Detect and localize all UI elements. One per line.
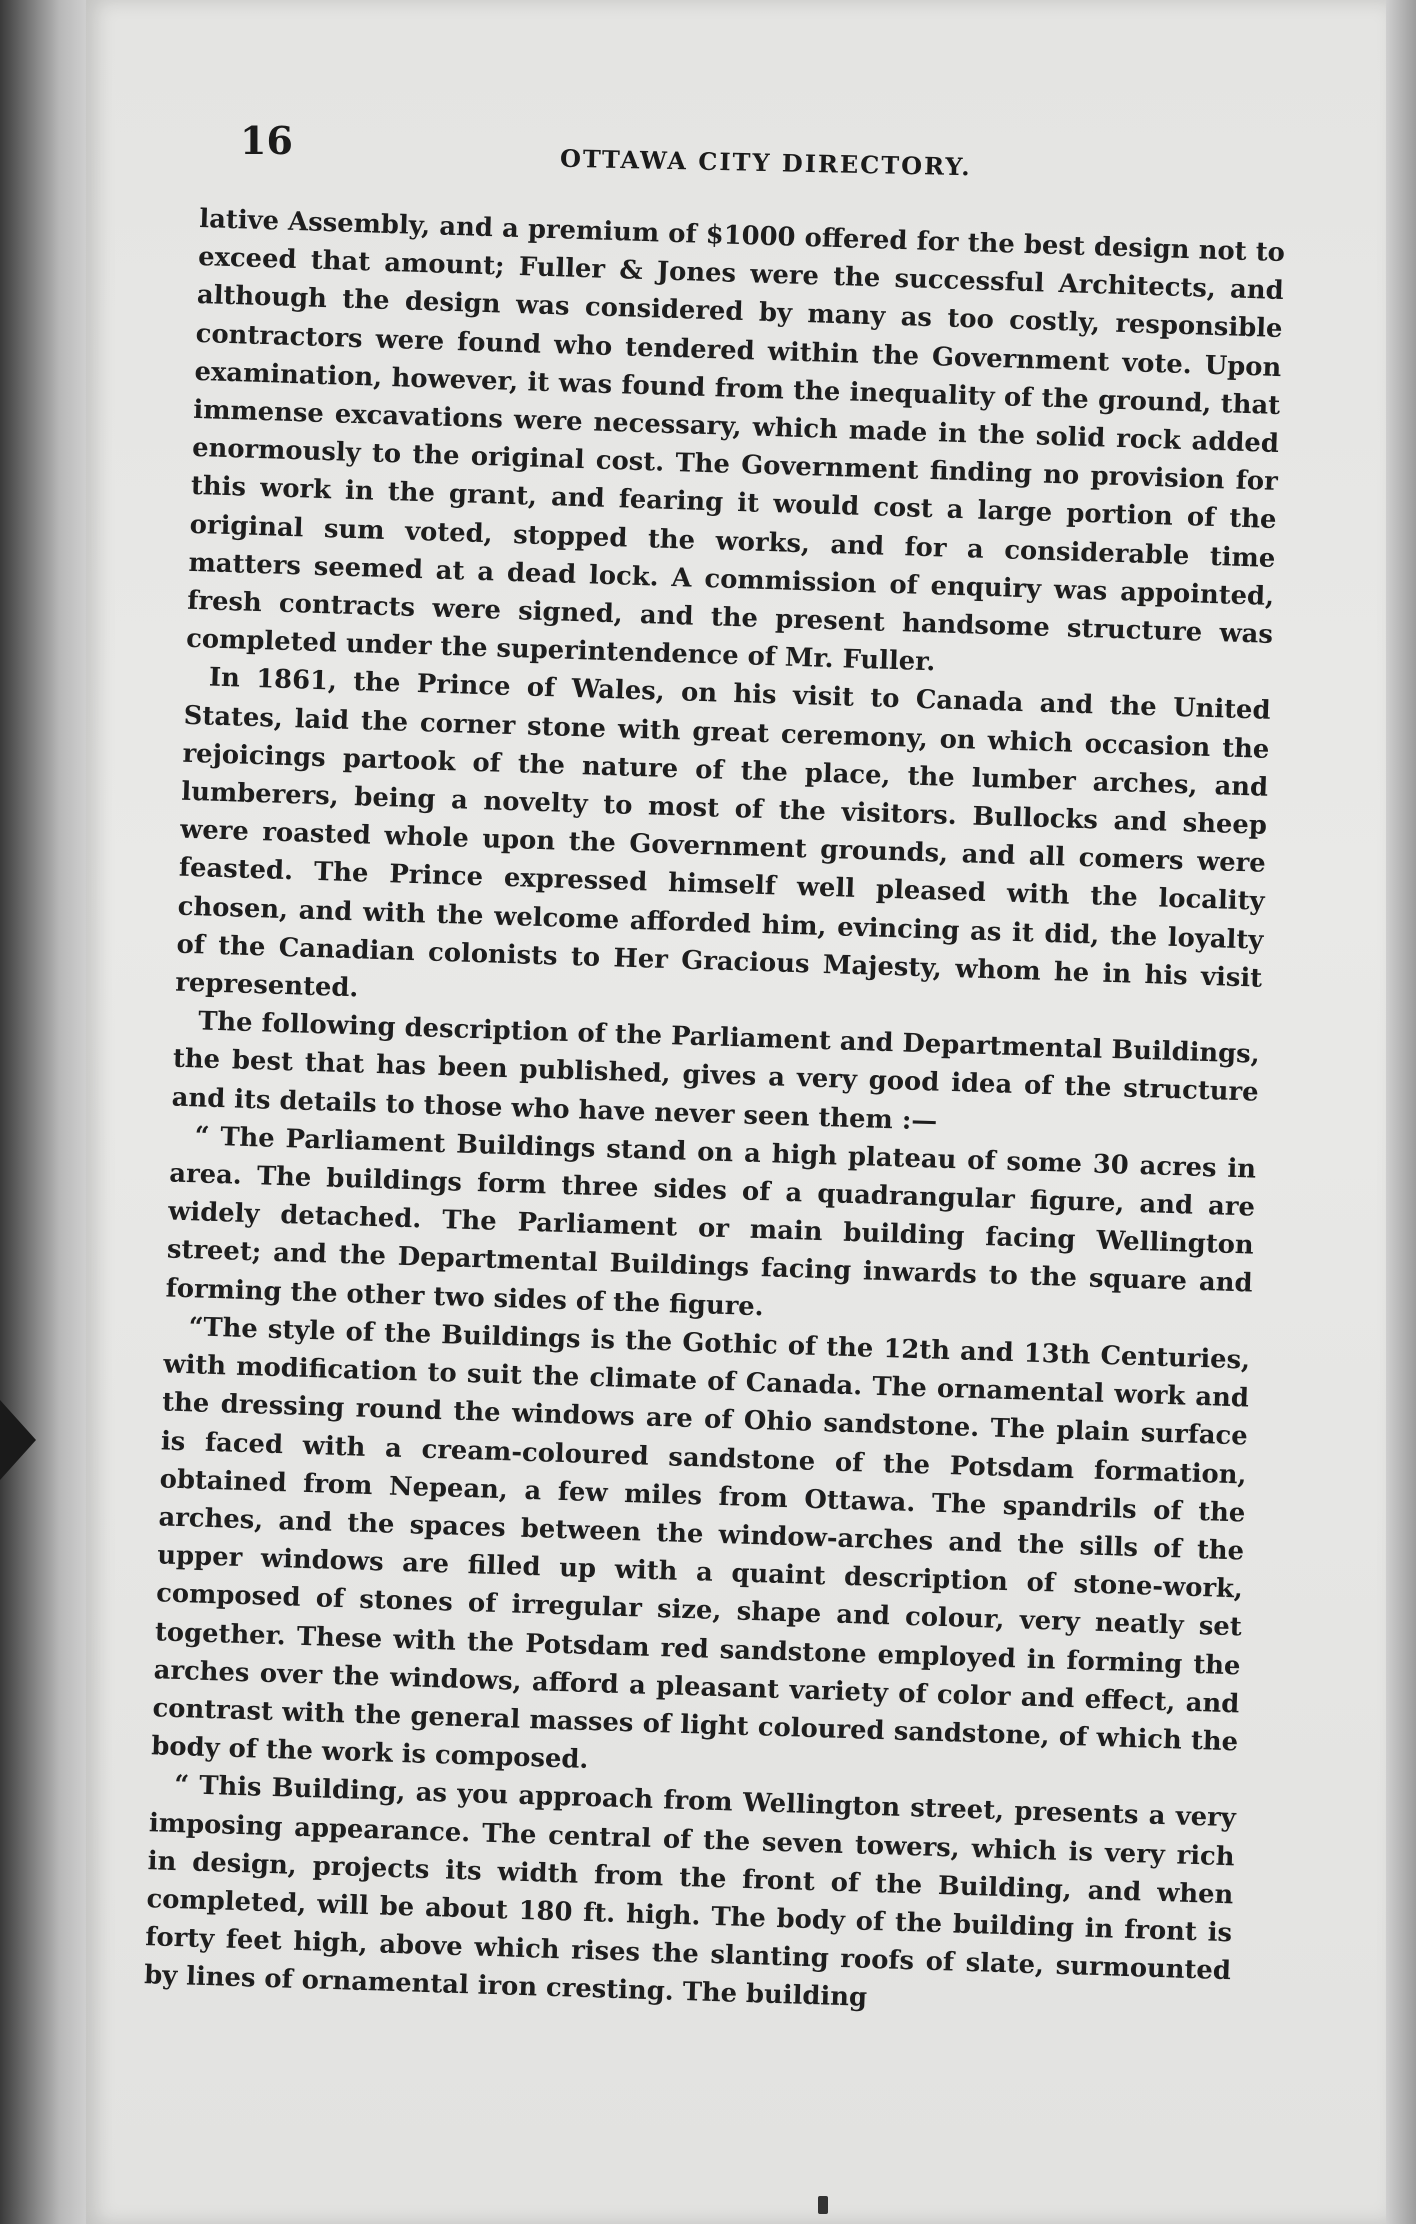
binding-edge xyxy=(0,0,86,2224)
page-right-edge xyxy=(1386,0,1416,2224)
paragraph: lative Assembly, and a premium of $1000 offered for the best design not to exceed that amount; Fuller & Jones were the successful Architects, and although the design was considered by many as too costly, responsible contractors were found who tendered within the Government vote. Upon examination, however, it was found from the inequality of the ground, that immense excavations were necessary, which made in the solid rock added enormously to the original cost. The Government finding no provision for this work in the grant, and fearing it would cost a large portion of the original sum voted, stopped the works, and for a considerable time matters seemed at a dead lock. A commission of enquiry was appointed, fresh contracts were signed, and the present handsome structure was completed under the superintendence of Mr. Fuller. xyxy=(185,203,1286,678)
running-head: OTTAWA CITY DIRECTORY. xyxy=(559,143,972,182)
paragraph: In 1861, the Prince of Wales, on his visit to Canada and the United States, laid the corner stone with great ceremony, on which occasion the rejoicings partook of the nature of the place, the lumber arches, and lumberers, being a novelty to most of the visitors. Bullocks and sheep were roasted whole upon the Government grounds, and all comers were feasted. The Prince expressed himself well pleased with the locality chosen, and with the welcome afforded him, evincing as it did, the loyalty of the Canadian colonists to Her Gracious Majesty, whom he in his visit represented. xyxy=(174,662,1271,1004)
scan-mark xyxy=(818,2196,828,2214)
paragraph: “The style of the Buildings is the Gothic of the 12th and 13th Centuries, with modification to suit the climate of Canada. The ornamental work and the dressing round the windows are of Ohio sandstone. The plain surface is faced with a cream-coloured sandstone of the Potsdam formation, obtained from Nepean, a few miles from Ottawa. The spandrils of the arches, and the spaces between the window-arches and the sills of the upper windows are filled up with a quaint description of stone-work, composed of stones of irregular size, shape and colour, very neatly set together. These with the Potsdam red sandstone employed in forming the arches over the windows, afford a pleasant variety of color and effect, and contrast with the general masses of light coloured sandstone, of which the body of the work is composed. xyxy=(150,1312,1251,1776)
paragraph: The following description of the Parliament and Departmental Buildings, the best that has been published, gives a very good idea of the structure and its details to those who have never seen them :— xyxy=(171,1006,1261,1137)
binding-notch xyxy=(0,1400,36,1480)
body-text xyxy=(144,200,1286,2029)
page-number: 16 xyxy=(240,118,293,163)
paragraph: “ This Building, as you approach from Wellington street, presents a very imposing appearance. The central of the seven towers, which is very rich in design, projects its width from the front of the Building, and when completed, will be about 180 ft. high. The body of the building in front is forty feet high, above which rises the slanting roofs of slate, surmounted by lines of ornamental iron cresting. The building xyxy=(143,1770,1237,2014)
page-header xyxy=(240,118,1290,188)
paragraph: “ The Parliament Buildings stand on a high plateau of some 30 acres in area. The buildings form three sides of a quadrangular figure, and are widely detached. The Parliament or main building facing Wellington street; and the Departmental Buildings facing inwards to the square and forming the other two sides of the figure. xyxy=(165,1121,1257,1322)
